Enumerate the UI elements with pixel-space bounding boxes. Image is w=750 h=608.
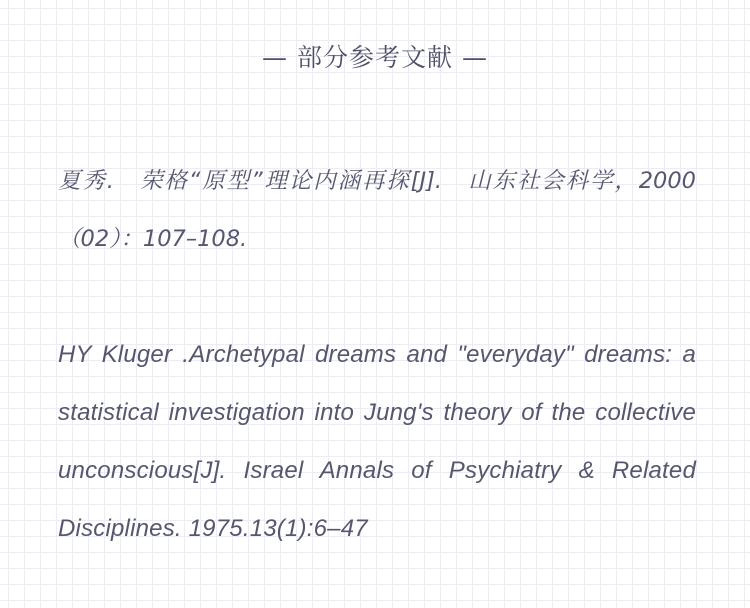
reference-item: HY Kluger .Archetypal dreams and "everyday" dreams: a statistical investigation into Jung's theory of the collective unconscious[J]. Israel Annals of Psychiatry & Related Disciplines. 1975.13(1):6–47	[58, 341, 696, 542]
reference-item: 夏秀. 荣格“原型”理论内涵再探[J]. 山东社会科学，2000（02）：107–108.	[58, 168, 696, 252]
section-heading: — 部分参考文献 —	[262, 43, 488, 72]
reference-list	[58, 152, 696, 558]
